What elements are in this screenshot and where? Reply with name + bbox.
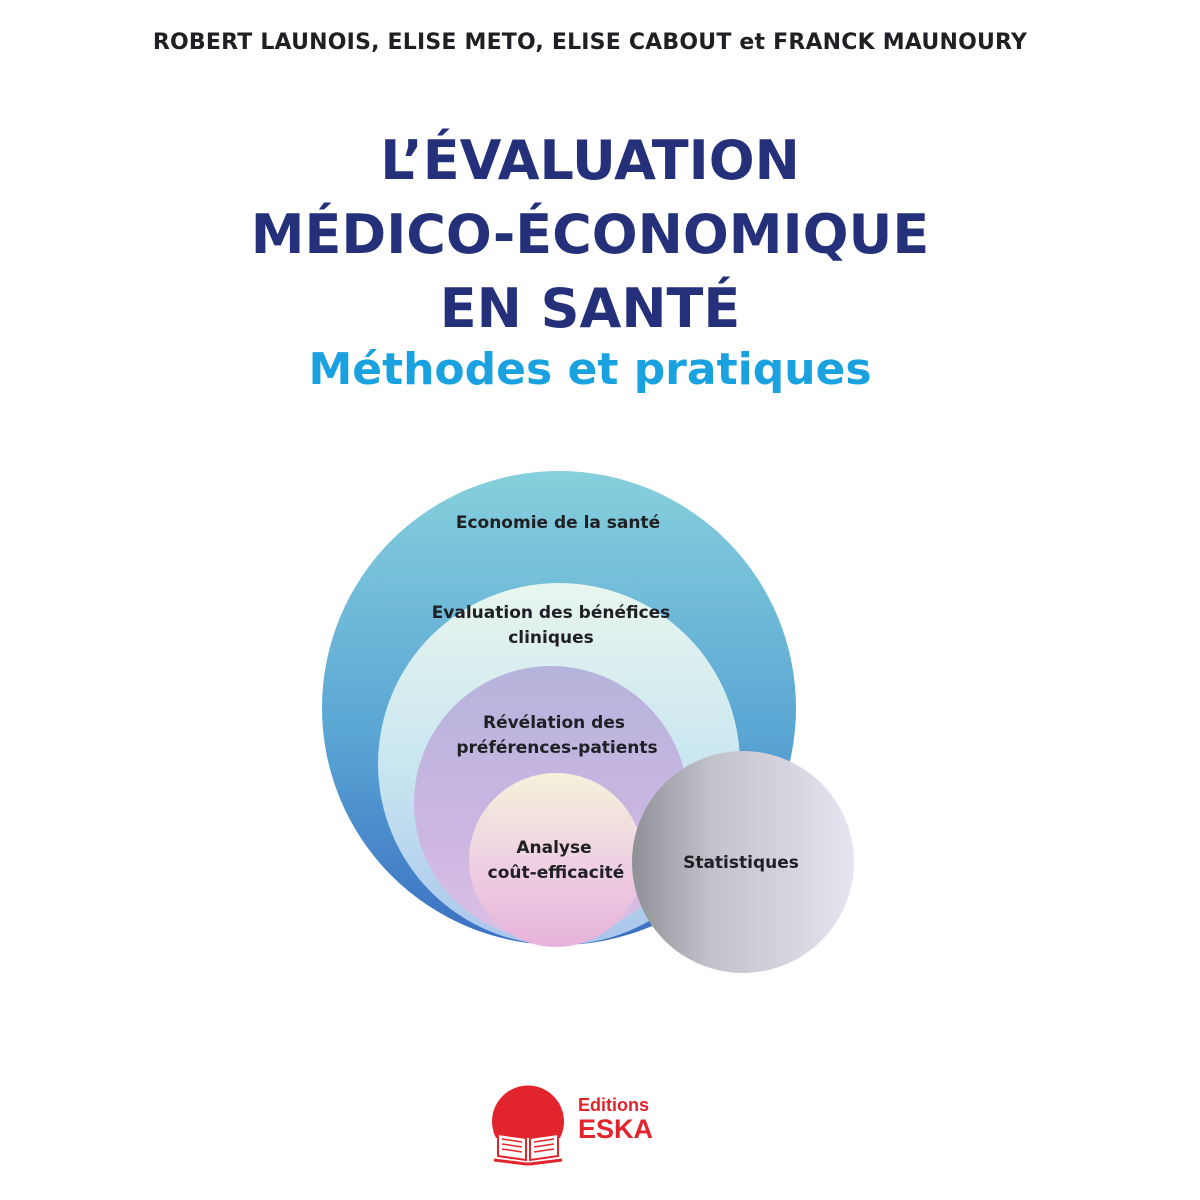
label-revelation-line2: préférences-patients <box>456 738 658 758</box>
publisher-name <box>578 1096 653 1143</box>
label-evaluation-line1: Evaluation des bénéfices <box>431 603 671 623</box>
title-line-2: MÉDICO-ÉCONOMIQUE <box>250 203 930 266</box>
label-statistiques: Statistiques <box>683 853 799 873</box>
authors: ROBERT LAUNOIS, ELISE METO, ELISE CABOUT et FRANCK MAUNOURY <box>152 30 1028 55</box>
label-revelation-line1: Révélation des <box>482 713 626 733</box>
book-subtitle: Méthodes et pratiques <box>308 344 872 395</box>
publisher-line-1: Editions <box>578 1095 649 1115</box>
title-line-1: L’ÉVALUATION <box>380 129 800 192</box>
publisher-line-2: ESKA <box>578 1114 654 1144</box>
label-economie: Economie de la santé <box>455 513 661 533</box>
label-analyse-line1: Analyse <box>516 838 592 858</box>
eska-book-logo-icon <box>488 1076 568 1166</box>
label-evaluation-line2: cliniques <box>508 628 594 648</box>
label-analyse-line2: coût-efficacité <box>487 863 625 883</box>
title-line-3: EN SANTÉ <box>439 277 741 340</box>
circle-analyse <box>469 773 643 947</box>
